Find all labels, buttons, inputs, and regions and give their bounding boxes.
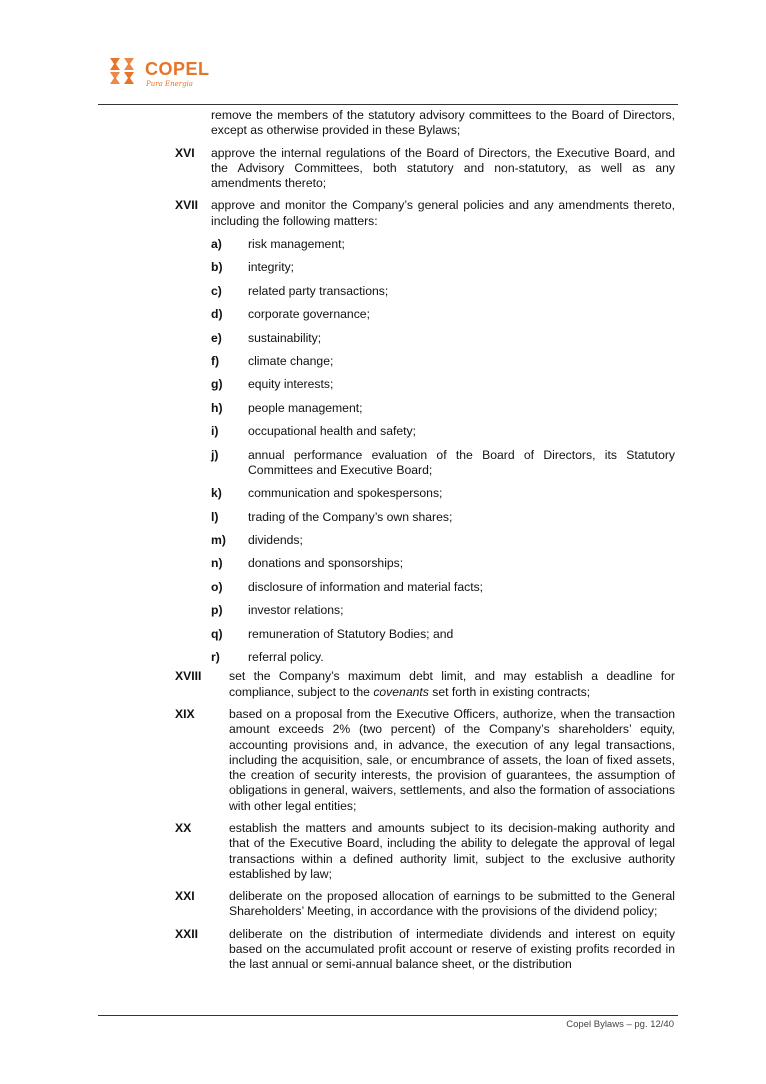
list-item [0, 260, 766, 275]
list-item [0, 401, 766, 416]
clause-number: XXII [175, 926, 199, 941]
list-marker: n) [211, 556, 223, 571]
clause-xx [0, 821, 766, 882]
clause-text: based on a proposal from the Executive Officers, authorize, when the transaction amount exceeds 2% (two percent) of the Company’s shareholders’ equity, accounting provisions and, in advance, the execution of any legal transactions, including the acquisition, sale, or encumbrance of assets, the loan of fixed assets, the creation of security interests, the provision of guarantees, the assumption of obligations in general, waivers, settlements, and also the formation of associations with other legal entities; [229, 706, 675, 813]
header-divider [98, 104, 678, 105]
list-item [0, 377, 766, 392]
list-marker: c) [211, 283, 222, 298]
list-item-text: referral policy. [248, 650, 324, 665]
list-item-text: climate change; [248, 354, 334, 369]
clause-number: XVII [175, 198, 199, 213]
document-body [0, 108, 766, 980]
list-item-text: integrity; [248, 260, 295, 275]
list-marker: j) [211, 447, 219, 462]
list-marker: k) [211, 486, 222, 501]
list-item-text: corporate governance; [248, 307, 370, 322]
list-item-text: remuneration of Statutory Bodies; and [248, 626, 454, 641]
paragraph-text: remove the members of the statutory advisory committees to the Board of Directors, except as otherwise provided in these Bylaws; [211, 108, 675, 138]
clause-text-italic: covenants [373, 684, 429, 699]
clause-number: XX [175, 820, 192, 835]
list-item-text: investor relations; [248, 603, 344, 618]
list-item-text: donations and sponsorships; [248, 556, 404, 571]
clause-xxii [0, 927, 766, 973]
clause-xix [0, 707, 766, 814]
clause-text: establish the matters and amounts subject to its decision-making authority and that of the Executive Board, including the ability to delegate the approval of legal transactions within a defined authority limit, subject to the exclusive authority established by law; [229, 820, 675, 881]
list-item [0, 237, 766, 252]
clause-xvii [0, 198, 766, 229]
list-item-text: equity interests; [248, 377, 334, 392]
list-item [0, 603, 766, 618]
brand-name: COPEL [145, 59, 210, 79]
list-item [0, 448, 766, 479]
clause-text: deliberate on the proposed allocation of earnings to be submitted to the General Shareholders’ Meeting, in accordance with the provisions of the dividend policy; [229, 889, 675, 919]
list-item [0, 331, 766, 346]
brand-tagline: Pura Energia [146, 80, 193, 88]
list-marker: m) [211, 533, 226, 548]
clause-text: approve and monitor the Company’s general policies and any amendments thereto, including the following matters: [211, 198, 675, 228]
list-item-text: communication and spokespersons; [248, 486, 443, 501]
clause-xvi [0, 146, 766, 192]
clause-xxi [0, 889, 766, 920]
clause-text-part: set the Company’s maximum debt limit, and may establish a deadline for compliance, subject to the [229, 669, 675, 699]
list-item [0, 627, 766, 642]
list-marker: r) [211, 650, 220, 665]
page-footer: Copel Bylaws – pg. 12/40 [566, 1019, 674, 1030]
clause-text: approve the internal regulations of the Board of Directors, the Executive Board, and the Advisory Committees, both statutory and non-statutory, as well as any amendments thereto; [211, 145, 675, 191]
list-item-text: sustainability; [248, 330, 322, 345]
clause-number: XVI [175, 145, 195, 160]
continued-paragraph [0, 108, 766, 139]
list-item [0, 307, 766, 322]
list-item [0, 486, 766, 501]
list-item [0, 533, 766, 548]
list-item-text: related party transactions; [248, 283, 389, 298]
list-marker: e) [211, 330, 222, 345]
clause-text-part: set forth in existing contracts; [428, 684, 591, 699]
list-item [0, 650, 766, 665]
policy-list [0, 237, 766, 665]
list-item [0, 556, 766, 571]
list-item [0, 424, 766, 439]
list-item-text: risk management; [248, 237, 345, 252]
list-marker: o) [211, 579, 223, 594]
list-marker: b) [211, 260, 223, 275]
clause-text [229, 669, 675, 700]
clause-xviii [0, 669, 766, 700]
list-item-text: disclosure of information and material facts; [248, 579, 484, 594]
list-item-text: people management; [248, 400, 363, 415]
list-marker: i) [211, 424, 219, 439]
list-item-text: trading of the Company’s own shares; [248, 509, 453, 524]
list-item [0, 510, 766, 525]
clause-number: XXI [175, 889, 195, 904]
list-marker: q) [211, 626, 223, 641]
copel-logo-icon [108, 55, 140, 87]
list-marker: f) [211, 354, 220, 369]
clause-number: XVIII [175, 669, 202, 684]
list-marker: g) [211, 377, 223, 392]
list-marker: l) [211, 509, 219, 524]
list-item-text: annual performance evaluation of the Board of Directors, its Statutory Committees and Executive Board; [248, 447, 675, 477]
copel-logo [108, 53, 218, 93]
clause-number: XIX [175, 706, 195, 721]
list-item [0, 580, 766, 595]
list-item-text: occupational health and safety; [248, 424, 417, 439]
list-marker: d) [211, 307, 223, 322]
footer-divider [98, 1015, 678, 1016]
list-marker: p) [211, 603, 223, 618]
list-item [0, 354, 766, 369]
list-item-text: dividends; [248, 533, 303, 548]
list-marker: a) [211, 237, 222, 252]
clause-text: deliberate on the distribution of intermediate dividends and interest on equity based on the accumulated profit account or reserve of existing profits recorded in the last annual or semi-annual balance sheet, or the distribution [229, 926, 675, 972]
list-marker: h) [211, 400, 223, 415]
list-item [0, 284, 766, 299]
